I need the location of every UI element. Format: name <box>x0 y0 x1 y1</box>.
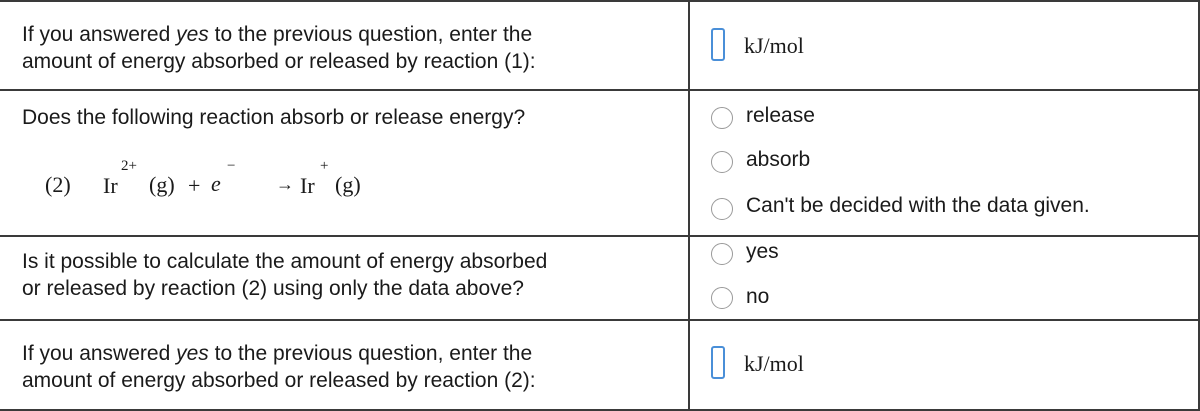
option-label-yes: yes <box>746 240 779 263</box>
question-3-prompt <box>22 248 547 302</box>
reaction-arrow: → <box>276 174 294 194</box>
row-divider <box>0 235 1200 237</box>
question-1-prompt <box>22 21 536 75</box>
energy-input-reaction-2[interactable] <box>711 346 725 379</box>
question-4-line-2: amount of energy absorbed or released by reaction (2): <box>22 369 536 392</box>
unit-label: kJ/mol <box>744 33 804 58</box>
product-symbol: Ir <box>300 173 315 198</box>
column-divider <box>688 0 690 411</box>
reactant-charge: 2+ <box>121 158 137 174</box>
plus-sign: + <box>188 173 201 198</box>
option-label-release: release <box>746 104 815 127</box>
question-3-line-2: or released by reaction (2) using only the data above? <box>22 277 524 300</box>
option-label-no: no <box>746 285 770 308</box>
row-divider <box>0 319 1200 321</box>
energy-input-reaction-1[interactable] <box>711 28 725 61</box>
product-charge: + <box>320 158 329 174</box>
unit-label: kJ/mol <box>744 351 804 376</box>
reactant-state: (g) <box>149 172 175 197</box>
option-label-absorb: absorb <box>746 148 811 171</box>
product-state: (g) <box>335 172 361 197</box>
question-4-line-1: If you answered yes to the previous question, enter the <box>22 342 533 365</box>
table-border-top <box>0 0 1200 2</box>
radio-cannot-decide[interactable] <box>711 198 733 220</box>
question-2-prompt: Does the following reaction absorb or release energy? <box>22 106 526 129</box>
radio-release[interactable] <box>711 107 733 129</box>
emphasis-yes: yes <box>176 342 209 365</box>
radio-absorb[interactable] <box>711 151 733 173</box>
question-3-line-1: Is it possible to calculate the amount of energy absorbed <box>22 250 548 273</box>
radio-no[interactable] <box>711 287 733 309</box>
question-1-line-1: If you answered yes to the previous question, enter the <box>22 23 533 46</box>
electron-symbol: e <box>211 171 221 196</box>
reaction-number: (2) <box>45 172 71 197</box>
question-4-prompt <box>22 340 536 394</box>
radio-yes[interactable] <box>711 243 733 265</box>
question-1-line-2: amount of energy absorbed or released by reaction (1): <box>22 50 536 73</box>
emphasis-yes: yes <box>176 23 209 46</box>
reactant-symbol: Ir <box>103 173 118 198</box>
option-label-cannot-decide: Can't be decided with the data given. <box>746 194 1090 217</box>
row-divider <box>0 89 1200 91</box>
electron-charge: − <box>227 158 236 174</box>
